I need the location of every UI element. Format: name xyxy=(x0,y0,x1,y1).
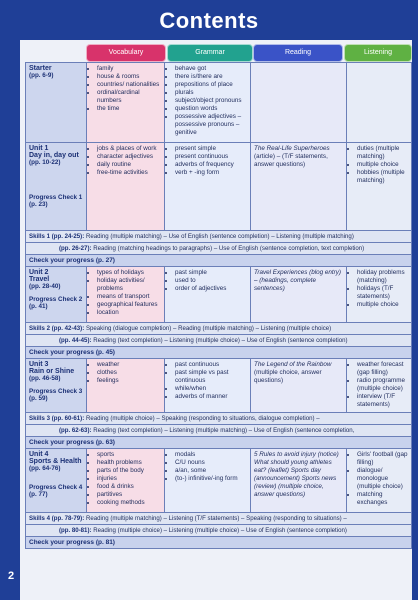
list-item: • Girls' football (gap filling) xyxy=(357,451,408,467)
list-item: • dialogue/ monologue (multiple choice) xyxy=(357,467,408,491)
skills-pages: (pp. 24-25): xyxy=(51,233,85,240)
unit-pages: (pp. 46-58) xyxy=(29,375,61,382)
unit-name: Unit 2 xyxy=(29,269,49,276)
vocabulary-list xyxy=(90,451,161,507)
skills-pages: (pp. 62-63): xyxy=(59,427,92,434)
skills-cell xyxy=(26,243,412,255)
unit-cell-4 xyxy=(26,449,87,513)
reading-detail: (article) – (T/F statements, answer questions) xyxy=(254,153,328,168)
skills-row xyxy=(26,323,412,335)
unit-cell-3 xyxy=(26,359,87,413)
grammar-cell xyxy=(165,449,251,513)
page-number: 2 xyxy=(8,570,15,582)
skills-cell xyxy=(26,525,412,537)
skills-label: Skills 3 xyxy=(29,415,51,422)
progress-pages: (p. 59) xyxy=(29,395,48,402)
grammar-list xyxy=(168,451,247,483)
unit-name: Unit 3 xyxy=(29,361,49,368)
list-item: • house & rooms xyxy=(97,73,161,81)
reading-cell xyxy=(251,267,347,323)
table-row-unit-1 xyxy=(26,143,412,231)
list-item: • character adjectives xyxy=(97,153,161,161)
vocabulary-list xyxy=(90,65,161,113)
reading-title: The Real-Life Superheroes xyxy=(254,145,330,152)
list-item: • location xyxy=(97,309,161,317)
skills-row xyxy=(26,513,412,525)
list-item: • duties (multiple matching) xyxy=(357,145,408,161)
unit-subtitle: Rain or Shine xyxy=(29,368,75,375)
list-item: • family xyxy=(97,65,161,73)
list-item: • past simple xyxy=(175,269,247,277)
contents-sheet xyxy=(20,40,412,600)
list-item: • holiday problems (matching) xyxy=(357,269,408,285)
list-item: • clothes xyxy=(97,369,161,377)
list-item: • food & drinks xyxy=(97,483,161,491)
list-item: • while/when xyxy=(175,385,247,393)
progress-check: Progress Check 2 xyxy=(29,296,83,303)
vocabulary-cell xyxy=(87,267,165,323)
reading-cell xyxy=(251,143,347,231)
list-item: • multiple choice xyxy=(357,161,408,169)
skills-text: Reading (multiple matching) – Listening (T/F statements) – Speaking (responding to situations) – xyxy=(85,515,347,522)
list-item: • C/U nouns xyxy=(175,459,247,467)
list-item: • free-time activities xyxy=(97,169,161,177)
listening-cell xyxy=(347,143,412,231)
vocabulary-cell xyxy=(87,449,165,513)
page-title: Contents xyxy=(159,8,259,33)
list-item: • possessive adjectives – possessive pronouns – genitive xyxy=(175,113,247,137)
column-headers xyxy=(20,44,412,62)
skills-pages: (pp. 42-43): xyxy=(51,325,85,332)
unit-cell-starter xyxy=(26,63,87,143)
skills-text: Reading (multiple choice) – Listening (multiple choice) – Use of English (sentence completion) xyxy=(93,527,347,534)
skills-row xyxy=(26,243,412,255)
list-item: • plurals xyxy=(175,89,247,97)
contents-table xyxy=(25,62,412,549)
skills-text: Reading (text completion) – Listening (multiple matching) – Use of English (sentence completion, xyxy=(93,427,355,434)
list-item: • ordinal/cardinal numbers xyxy=(97,89,161,105)
skills-text: Reading (matching headings to paragraphs) – Use of English (sentence completion, text completion) xyxy=(93,245,365,252)
list-item: • sports xyxy=(97,451,161,459)
unit-pages: (pp. 10-22) xyxy=(29,159,61,166)
list-item: • past continuous xyxy=(175,361,247,369)
check-progress-row xyxy=(26,537,412,549)
table-row-unit-3 xyxy=(26,359,412,413)
column-header-reading: Reading xyxy=(253,44,343,62)
progress-check: Progress Check 4 xyxy=(29,484,83,491)
unit-subtitle: Travel xyxy=(29,276,50,283)
listening-list xyxy=(350,145,408,185)
skills-row xyxy=(26,231,412,243)
unit-subtitle: Day in, day out xyxy=(29,152,79,159)
list-item: • health problems xyxy=(97,459,161,467)
list-item: • past simple vs past continuous xyxy=(175,369,247,385)
list-item: • weather forecast (gap filling) xyxy=(357,361,408,377)
unit-cell-2 xyxy=(26,267,87,323)
listening-cell xyxy=(347,267,412,323)
check-progress: Check your progress (p. 27) xyxy=(26,255,412,267)
list-item: • subject/object pronouns xyxy=(175,97,247,105)
check-progress-row xyxy=(26,255,412,267)
reading-cell xyxy=(251,449,347,513)
list-item: • adverbs of frequency xyxy=(175,161,247,169)
skills-row xyxy=(26,413,412,425)
skills-row xyxy=(26,335,412,347)
reading-title: Travel Experiences (blog entry) – (headings, complete sentences) xyxy=(254,269,342,292)
listening-list xyxy=(350,361,408,409)
grammar-list xyxy=(168,361,247,401)
grammar-cell xyxy=(165,63,251,143)
list-item: • question words xyxy=(175,105,247,113)
vocabulary-list xyxy=(90,269,161,317)
unit-name: Unit 4 xyxy=(29,451,49,458)
reading-detail: (multiple choice, answer questions) xyxy=(254,369,322,384)
list-item: • present simple xyxy=(175,145,247,153)
unit-pages: (pp. 64-76) xyxy=(29,465,61,472)
list-item: • cooking methods xyxy=(97,499,161,507)
vocabulary-list xyxy=(90,361,161,385)
skills-cell xyxy=(26,231,412,243)
list-item: • multiple choice xyxy=(357,301,408,309)
table-row-unit-2 xyxy=(26,267,412,323)
list-item: • order of adjectives xyxy=(175,285,247,293)
unit-pages: (pp. 28-40) xyxy=(29,283,61,290)
listening-cell xyxy=(347,63,412,143)
column-header-vocabulary: Vocabulary xyxy=(86,44,166,62)
list-item: • injuries xyxy=(97,475,161,483)
column-header-grammar: Grammar xyxy=(167,44,253,62)
listening-list xyxy=(350,451,408,507)
reading-title: The Legend of the Rainbow xyxy=(254,361,332,368)
list-item: • adverbs of manner xyxy=(175,393,247,401)
list-item: • holidays (T/F statements) xyxy=(357,285,408,301)
skills-text: Speaking (dialogue completion) – Reading (multiple matching) – Listening (multiple choice) xyxy=(85,325,332,332)
list-item: • verb + -ing form xyxy=(175,169,247,177)
skills-row xyxy=(26,425,412,437)
list-item: • the time xyxy=(97,105,161,113)
check-progress-row xyxy=(26,437,412,449)
skills-cell xyxy=(26,335,412,347)
skills-cell xyxy=(26,513,412,525)
list-item: • types of holidays xyxy=(97,269,161,277)
list-item: • interview (T/F statements) xyxy=(357,393,408,409)
column-header-listening: Listening xyxy=(344,44,412,62)
unit-cell-1 xyxy=(26,143,87,231)
reading-title: 5 Rules to avoid injury (notice) What should young athletes eat? (leaflet) Sports day (announcement) Sports news (review) (multiple choice, answer questions) xyxy=(254,451,339,498)
progress-pages: (p. 41) xyxy=(29,303,48,310)
skills-pages: (pp. 78-79): xyxy=(51,515,85,522)
unit-name: Starter xyxy=(29,65,52,72)
skills-text: Reading (multiple matching) – Use of English (sentence completion) – Listening (multiple matching) xyxy=(85,233,354,240)
skills-label: Skills 2 xyxy=(29,325,51,332)
list-item: • daily routine xyxy=(97,161,161,169)
skills-cell xyxy=(26,323,412,335)
skills-text: Reading (text completion) – Listening (multiple choice) – Use of English (sentence completion) xyxy=(93,337,348,344)
check-progress: Check your progress (p. 63) xyxy=(26,437,412,449)
reading-cell xyxy=(251,63,347,143)
list-item: • modals xyxy=(175,451,247,459)
grammar-list xyxy=(168,269,247,293)
check-progress-row xyxy=(26,347,412,359)
unit-name: Unit 1 xyxy=(29,145,49,152)
listening-list xyxy=(350,269,408,309)
list-item: • behave got xyxy=(175,65,247,73)
skills-pages: (pp. 80-81): xyxy=(59,527,92,534)
check-progress: Check your progress (p. 45) xyxy=(26,347,412,359)
list-item: • used to xyxy=(175,277,247,285)
list-item: • hobbies (multiple matching) xyxy=(357,169,408,185)
list-item: • a/an, some xyxy=(175,467,247,475)
grammar-list xyxy=(168,65,247,137)
vocabulary-list xyxy=(90,145,161,177)
progress-pages: (p. 77) xyxy=(29,491,48,498)
list-item: • countries/ nationalities xyxy=(97,81,161,89)
skills-label: Skills 4 xyxy=(29,515,51,522)
vocabulary-cell xyxy=(87,359,165,413)
list-item: • weather xyxy=(97,361,161,369)
list-item: • parts of the body xyxy=(97,467,161,475)
list-item: • holiday activities/ problems xyxy=(97,277,161,293)
list-item: • geographical features xyxy=(97,301,161,309)
list-item: • prepositions of place xyxy=(175,81,247,89)
table-row-starter xyxy=(26,63,412,143)
skills-pages: (pp. 26-27): xyxy=(59,245,92,252)
skills-pages: (pp. 44-45): xyxy=(59,337,92,344)
list-item: • means of transport xyxy=(97,293,161,301)
list-item: • partitives xyxy=(97,491,161,499)
list-item: • present continuous xyxy=(175,153,247,161)
skills-row xyxy=(26,525,412,537)
unit-pages: (pp. 6-9) xyxy=(29,72,54,79)
grammar-cell xyxy=(165,267,251,323)
list-item: • jobs & places of work xyxy=(97,145,161,153)
vocabulary-cell xyxy=(87,143,165,231)
list-item: • (to-) infinitive/-ing form xyxy=(175,475,247,483)
skills-cell xyxy=(26,413,412,425)
table-row-unit-4 xyxy=(26,449,412,513)
vocabulary-cell xyxy=(87,63,165,143)
skills-text: Reading (multiple choice) – Speaking (responding to situations, dialogue completion) – xyxy=(85,415,320,422)
list-item: • radio programme (multiple choice) xyxy=(357,377,408,393)
progress-check: Progress Check 1 xyxy=(29,194,83,201)
list-item: • there is/there are xyxy=(175,73,247,81)
unit-subtitle: Sports & Health xyxy=(29,458,82,465)
list-item: • matching exchanges xyxy=(357,491,408,507)
skills-pages: (pp. 60-61): xyxy=(51,415,85,422)
reading-cell xyxy=(251,359,347,413)
check-progress: Check your progress (p. 81) xyxy=(26,537,412,549)
listening-cell xyxy=(347,449,412,513)
grammar-cell xyxy=(165,143,251,231)
list-item: • feelings xyxy=(97,377,161,385)
grammar-list xyxy=(168,145,247,177)
skills-label: Skills 1 xyxy=(29,233,51,240)
progress-pages: (p. 23) xyxy=(29,201,48,208)
progress-check: Progress Check 3 xyxy=(29,388,83,395)
grammar-cell xyxy=(165,359,251,413)
listening-cell xyxy=(347,359,412,413)
skills-cell xyxy=(26,425,412,437)
